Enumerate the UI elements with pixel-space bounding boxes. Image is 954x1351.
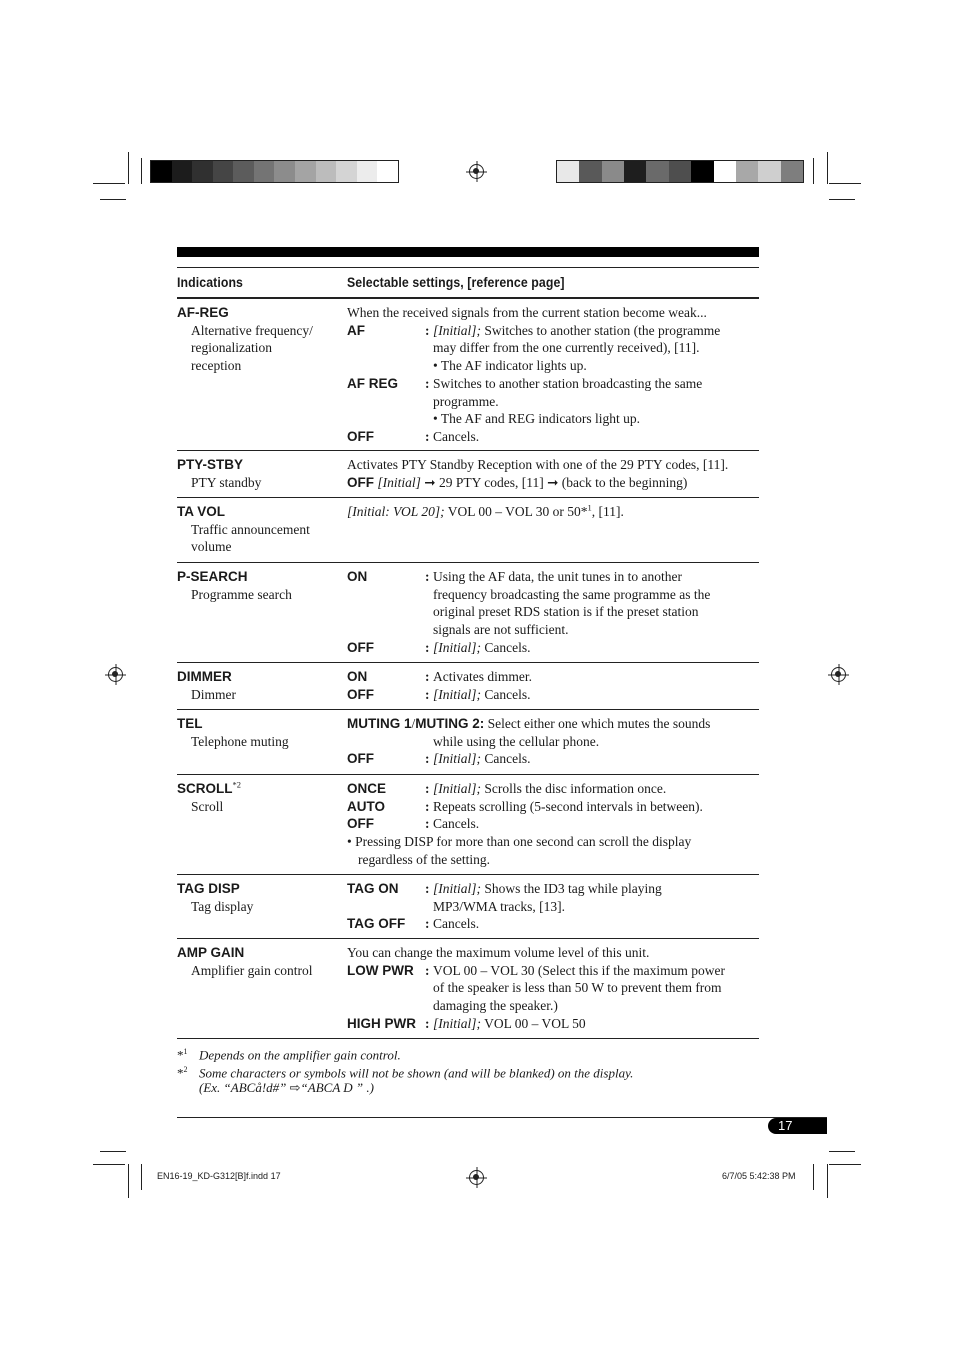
color-swatch — [602, 161, 624, 182]
indication-desc: Dimmer — [191, 686, 236, 702]
setting-text: , [11]. — [591, 504, 624, 519]
option-key: ON — [347, 669, 368, 684]
option-text: Using the AF data, the unit tunes in to another — [433, 569, 682, 584]
color-bar-left — [150, 160, 399, 183]
indication-desc: Scroll — [191, 798, 224, 814]
color-swatch — [691, 161, 713, 182]
rule — [177, 497, 759, 498]
indication-desc: Programme search — [191, 586, 292, 602]
initial-label: [Initial]; — [433, 1015, 482, 1031]
setting-note: • Pressing DISP for more than one second can scroll the display — [347, 834, 692, 850]
option-key: OFF — [347, 816, 374, 832]
option-text: Cancels. — [433, 816, 480, 832]
color-bar-right — [556, 160, 804, 183]
option-key: OFF — [347, 474, 374, 490]
option-text: Shows the ID3 tag while playing — [481, 881, 662, 896]
indication-desc: volume — [191, 539, 232, 555]
indication-key: SCROLL — [177, 781, 233, 796]
arrow-right-icon: ➞ — [424, 474, 436, 490]
rule — [177, 774, 759, 775]
rule — [177, 562, 759, 563]
option-bullet: • The AF and REG indicators light up. — [433, 411, 640, 427]
indication-key: P-SEARCH — [177, 569, 248, 584]
option-text: Switches to another station (the programme — [481, 322, 721, 338]
option-key: MUTING 2: — [415, 716, 485, 731]
page-number: 17 — [768, 1118, 827, 1134]
option-text: Cancels. — [433, 916, 480, 932]
color-swatch — [714, 161, 736, 182]
option-text: programme. — [433, 393, 499, 409]
option-key: AUTO — [347, 798, 386, 814]
setting-intro: You can change the maximum volume level of this unit. — [347, 945, 650, 960]
option-key: TAG OFF — [347, 916, 406, 932]
option-text: while using the cellular phone. — [433, 733, 600, 749]
option-key: TAG ON — [347, 881, 399, 896]
initial-label: [Initial]; — [433, 751, 482, 767]
option-key: OFF — [347, 686, 374, 702]
slug-date: 6/7/05 5:42:38 PM — [722, 1171, 796, 1181]
color-swatch — [669, 161, 691, 182]
option-key: ONCE — [347, 781, 387, 796]
color-swatch — [624, 161, 646, 182]
rule — [177, 267, 759, 268]
indication-key: TA VOL — [177, 504, 225, 519]
color-swatch — [557, 161, 579, 182]
indication-desc: Alternative frequency/ — [191, 322, 313, 338]
color-swatch — [151, 161, 172, 182]
indication-key: AF-REG — [177, 305, 229, 320]
footnote-mark: 1 — [183, 1047, 188, 1056]
color-swatch — [233, 161, 254, 182]
indication-key: PTY-STBY — [177, 457, 244, 472]
indication-desc: reception — [191, 358, 242, 374]
color-swatch — [736, 161, 758, 182]
indication-desc: regionalization — [191, 340, 272, 356]
rule — [177, 297, 759, 299]
indication-key: AMP GAIN — [177, 945, 245, 960]
option-key: OFF — [347, 428, 374, 444]
option-text: Scrolls the disc information once. — [481, 781, 667, 796]
slug-file: EN16-19_KD-G312[B]f.indd 17 — [157, 1171, 281, 1181]
footnote-text: Some characters or symbols will not be shown (and will be blanked) on the display. — [199, 1065, 634, 1081]
color-swatch — [646, 161, 668, 182]
option-key: ON — [347, 569, 368, 584]
footnote-text: (Ex. “ABCå!d#” — [199, 1080, 290, 1095]
arrow-right-outline-icon: ⇨ — [289, 1080, 301, 1095]
registration-mark-bottom-icon — [469, 1170, 484, 1185]
option-text: damaging the speaker.) — [433, 998, 558, 1014]
footnote-ref: 1 — [587, 502, 592, 513]
option-text: Switches to another station broadcasting the same — [433, 375, 703, 391]
footnote-text: “ABCA D ” .) — [300, 1080, 374, 1095]
color-swatch — [192, 161, 213, 182]
option-text: signals are not sufficient. — [433, 622, 569, 638]
color-swatch — [377, 161, 398, 182]
option-text: Cancels. — [481, 686, 531, 702]
option-key: OFF — [347, 639, 374, 655]
indication-desc: Traffic announcement — [191, 521, 310, 537]
initial-label: [Initial]; — [433, 686, 482, 702]
indication-key: TEL — [177, 716, 203, 731]
initial-label: [Initial]; — [433, 322, 482, 338]
option-text: Cancels. — [433, 428, 480, 444]
option-key: OFF — [347, 751, 374, 767]
indication-key: TAG DISP — [177, 881, 240, 896]
option-key: LOW PWR — [347, 962, 414, 978]
indication-key: DIMMER — [177, 669, 232, 684]
option-bullet: • The AF indicator lights up. — [433, 358, 587, 374]
option-text: 29 PTY codes, [11] — [435, 474, 548, 490]
initial-label: [Initial] — [374, 474, 425, 490]
rule — [177, 938, 759, 939]
table-top-bar — [177, 247, 759, 257]
setting-intro: When the received signals from the current station become weak... — [347, 305, 707, 320]
initial-label: [Initial]; — [433, 881, 482, 896]
arrow-right-icon: ➞ — [547, 474, 559, 490]
footnote-2: *$^2$ Some characters or symbols will not be shown (and will be blanked) on the display. — [177, 1065, 634, 1081]
indication-desc: Tag display — [191, 898, 254, 914]
color-swatch — [295, 161, 316, 182]
setting-note: regardless of the setting. — [358, 851, 490, 867]
color-swatch — [357, 161, 378, 182]
footnote-1: *$^1$ Depends on the amplifier gain control. — [177, 1047, 401, 1063]
indication-desc: Telephone muting — [191, 733, 289, 749]
rule — [177, 874, 759, 875]
option-text: Cancels. — [481, 751, 531, 767]
option-text: (back to the beginning) — [558, 474, 688, 490]
initial-label: [Initial: VOL 20]; — [347, 504, 445, 519]
rule — [177, 1117, 827, 1118]
registration-mark-right-icon — [831, 667, 846, 682]
option-text: Activates dimmer. — [433, 669, 532, 684]
option-text: of the speaker is less than 50 W to prevent them from — [433, 980, 722, 996]
footnote-ref: *2 — [232, 779, 241, 790]
option-text: Select either one which mutes the sounds — [484, 716, 711, 731]
color-swatch — [274, 161, 295, 182]
color-swatch — [316, 161, 337, 182]
header-settings: Selectable settings, [reference page] — [347, 274, 565, 290]
option-text: frequency broadcasting the same programme as the — [433, 586, 711, 602]
option-text: MP3/WMA tracks, [13]. — [433, 898, 565, 914]
rule — [177, 1038, 759, 1039]
indication-desc: PTY standby — [191, 474, 262, 490]
option-key: MUTING 1 — [347, 716, 412, 731]
footnote-text: Depends on the amplifier gain control. — [199, 1047, 401, 1063]
option-text: Cancels. — [481, 639, 531, 655]
initial-label: [Initial]; — [433, 639, 482, 655]
initial-label: [Initial]; — [433, 781, 482, 796]
color-swatch — [579, 161, 601, 182]
color-swatch — [213, 161, 234, 182]
setting-text: Activates PTY Standby Reception with one of the 29 PTY codes, [11]. — [347, 457, 729, 472]
option-text: may differ from the one currently received), [11]. — [433, 340, 700, 356]
option-text: Repeats scrolling (5-second intervals in between). — [433, 798, 703, 814]
registration-mark-top-icon — [469, 164, 484, 179]
registration-mark-left-icon — [108, 667, 123, 682]
indication-desc: Amplifier gain control — [191, 962, 313, 978]
option-key: AF REG — [347, 375, 399, 391]
option-text: original preset RDS station is if the preset station — [433, 604, 699, 620]
footnote-2-example — [177, 1079, 799, 1097]
option-text: VOL 00 – VOL 30 (Select this if the maximum power — [433, 962, 725, 978]
option-key: AF — [347, 322, 365, 338]
header-indications: Indications — [177, 274, 243, 290]
option-key: HIGH PWR — [347, 1015, 416, 1031]
color-swatch — [781, 161, 803, 182]
rule — [177, 709, 759, 710]
footnote-mark: 2 — [183, 1065, 188, 1074]
option-text: VOL 00 – VOL 50 — [481, 1015, 586, 1031]
color-swatch — [336, 161, 357, 182]
color-swatch — [758, 161, 780, 182]
color-swatch — [254, 161, 275, 182]
rule — [177, 450, 759, 451]
color-swatch — [172, 161, 193, 182]
setting-text: VOL 00 – VOL 30 or 50* — [444, 504, 588, 519]
option-separator: / — [411, 716, 416, 731]
rule — [177, 662, 759, 663]
